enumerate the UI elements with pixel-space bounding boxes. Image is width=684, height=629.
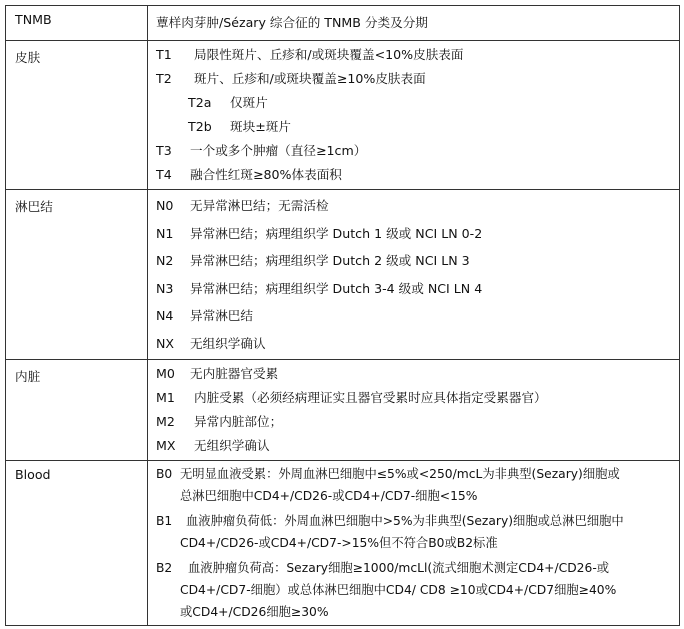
- section-body-skin: [148, 41, 680, 190]
- list-item: [156, 67, 675, 91]
- item-text-line2: 总淋巴细胞中CD4+/CD26-或CD4+/CD7-细胞<15%: [180, 489, 478, 503]
- item-code: M0: [156, 366, 175, 381]
- item-code: B0: [156, 467, 173, 481]
- item-code: T3: [156, 143, 172, 158]
- list-item: [156, 330, 675, 358]
- item-text: 异常内脏部位；: [194, 414, 283, 429]
- item-code: T2a: [188, 95, 212, 110]
- section-body-lymph: [148, 190, 680, 360]
- item-text: 无组织学确认: [190, 335, 266, 351]
- item-text: 无组织学确认: [194, 438, 270, 453]
- item-text-line1: 血液肿瘤负荷低：外周血淋巴细胞中>5%为非典型(Sezary)细胞或总淋巴细胞中: [186, 514, 624, 528]
- list-item: [156, 163, 675, 187]
- section-label-viscera: 内脏: [6, 360, 148, 461]
- list-item: [156, 220, 675, 248]
- list-item: [156, 192, 675, 220]
- list-item: [156, 386, 675, 410]
- item-code: N1: [156, 225, 174, 241]
- item-code: M2: [156, 414, 175, 429]
- header-cell-tnmb: TNMB: [6, 6, 148, 41]
- item-text: 仅斑片: [230, 95, 268, 110]
- item-text: 斑片、丘疹和/或斑块覆盖≥10%皮肤表面: [194, 71, 426, 86]
- list-item: [156, 463, 675, 507]
- item-text: 一个或多个肿瘤（直径≥1cm）: [190, 143, 367, 158]
- item-text: 局限性斑片、丘疹和/或斑块覆盖<10%皮肤表面: [194, 47, 464, 62]
- list-item: [156, 247, 675, 275]
- item-text: 内脏受累（必须经病理证实且器官受累时应具体指定受累器官）: [194, 390, 547, 405]
- list-item: [156, 362, 675, 386]
- item-text-line3: 或CD4+/CD26细胞≥30%: [180, 605, 329, 619]
- item-code: T2: [156, 71, 172, 86]
- section-body-viscera: [148, 360, 680, 461]
- item-text-line2: CD4+/CD26-或CD4+/CD7->15%但不符合B0或B2标准: [180, 536, 498, 550]
- item-text: 异常淋巴结；病理组织学 Dutch 1 级或 NCI LN 0-2: [190, 225, 483, 241]
- list-item: [156, 302, 675, 330]
- item-code: T2b: [188, 119, 212, 134]
- item-text-line1: 无明显血液受累：外周血淋巴细胞中≤5%或<250/mcL为非典型(Sezary)细胞或: [180, 467, 620, 481]
- table-header-row: [6, 6, 680, 41]
- list-item: [156, 139, 675, 163]
- section-row-lymph: [6, 190, 680, 360]
- list-item: [156, 434, 675, 458]
- section-row-viscera: [6, 360, 680, 461]
- list-item: [156, 115, 675, 139]
- list-item: [156, 557, 675, 623]
- section-row-skin: [6, 41, 680, 190]
- item-code: N2: [156, 253, 174, 268]
- header-cell-title: 蕈样肉芽肿/Sézary 综合征的 TNMB 分类及分期: [148, 6, 680, 41]
- item-code: N3: [156, 280, 174, 296]
- item-code: M1: [156, 390, 175, 405]
- section-label-blood: Blood: [6, 461, 148, 626]
- section-row-blood: [6, 461, 680, 626]
- section-body-blood: [148, 461, 680, 626]
- item-code: B1: [156, 514, 173, 528]
- list-item: [156, 91, 675, 115]
- item-text: 无内脏器官受累: [190, 366, 279, 381]
- item-text: 异常淋巴结；病理组织学 Dutch 3-4 级或 NCI LN 4: [190, 280, 483, 296]
- list-item: [156, 510, 675, 554]
- list-item: [156, 43, 675, 67]
- list-item: [156, 275, 675, 303]
- item-text-line2: CD4+/CD7-细胞）或总体淋巴细胞中CD4/ CD8 ≥10或CD4+/CD7细胞≥40%: [180, 583, 617, 597]
- item-text: 无异常淋巴结；无需活检: [190, 198, 329, 213]
- item-code: MX: [156, 438, 176, 453]
- item-code: N4: [156, 308, 174, 323]
- section-label-skin: 皮肤: [6, 41, 148, 190]
- item-code: T1: [156, 47, 172, 62]
- section-label-lymph: 淋巴结: [6, 190, 148, 360]
- item-text: 融合性红斑≥80%体表面积: [190, 167, 342, 182]
- list-item: [156, 410, 675, 434]
- item-text: 异常淋巴结: [190, 308, 253, 323]
- item-code: NX: [156, 335, 175, 351]
- item-code: T4: [156, 167, 172, 182]
- tnmb-table: [5, 5, 680, 626]
- item-text: 异常淋巴结；病理组织学 Dutch 2 级或 NCI LN 3: [190, 253, 470, 268]
- item-text-line1: 血液肿瘤负荷高：Sezary细胞≥1000/mcLl(流式细胞术测定CD4+/CD26-或: [188, 561, 610, 575]
- item-code: B2: [156, 561, 173, 575]
- item-text: 斑块±斑片: [230, 119, 291, 134]
- item-code: N0: [156, 198, 174, 213]
